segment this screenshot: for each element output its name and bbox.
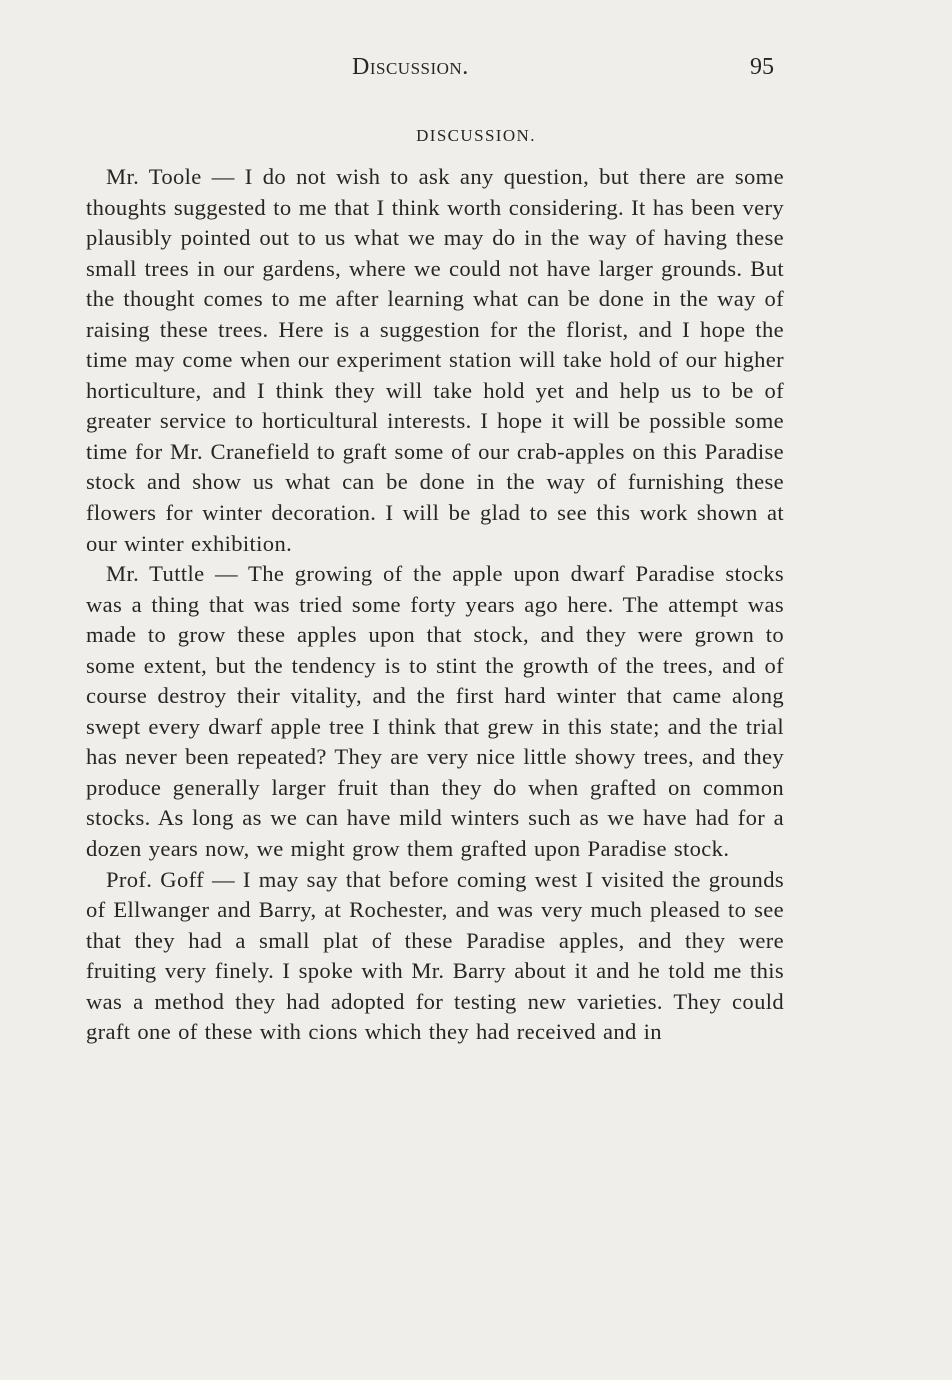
running-title: Discussion. <box>352 54 469 80</box>
section-heading <box>0 126 952 146</box>
running-header <box>0 54 952 84</box>
paragraph-goff: Prof. Goff — I may say that before coming west I visited the grounds of Ellwanger and Barry, at Rochester, and was very much pleased to see that they had a small plat of these Paradise apples, and they were fruiting very finely. I spoke with Mr. Barry about it and he told me this was a method they had adopted for testing new varieties. They could graft one of these with cions which they had received and in <box>86 866 784 1045</box>
paragraph-toole: Mr. Toole — I do not wish to ask any question, but there are some thoughts suggested to me that I think worth considering. It has been very plausibly pointed out to us what we may do in the way of having these small trees in our gardens, where we could not have larger grounds. But the thought comes to me after learning what can be done in the way of raising these trees. Here is a suggestion for the florist, and I hope the time may come when our experiment station will take hold of our higher horticulture, and I think they will take hold yet and help us to be of greater service to horticultural interests. I hope it will be possible some time for Mr. Cranefield to graft some of our crab-apples on this Paradise stock and show us what can be done in the way of furnishing these flowers for winter decoration. I will be glad to see this work shown at our winter exhibition. <box>86 164 784 556</box>
page-number: 95 <box>750 54 774 80</box>
body-text <box>86 162 784 1048</box>
paragraph-tuttle: Mr. Tuttle — The growing of the apple upon dwarf Paradise stocks was a thing that was tried some forty years ago here. The attempt was made to grow these apples upon that stock, and they were grown to some extent, but the tendency is to stint the growth of the trees, and of course destroy their vitality, and the first hard winter that came along swept every dwarf apple tree I think that grew in this state; and the trial has never been repeated? They are very nice little showy trees, and they produce generally larger fruit than they do when grafted on common stocks. As long as we can have mild winters such as we have had for a dozen years now, we might grow them grafted upon Paradise stock. <box>86 561 784 862</box>
section-heading-text: DISCUSSION. <box>416 126 536 145</box>
